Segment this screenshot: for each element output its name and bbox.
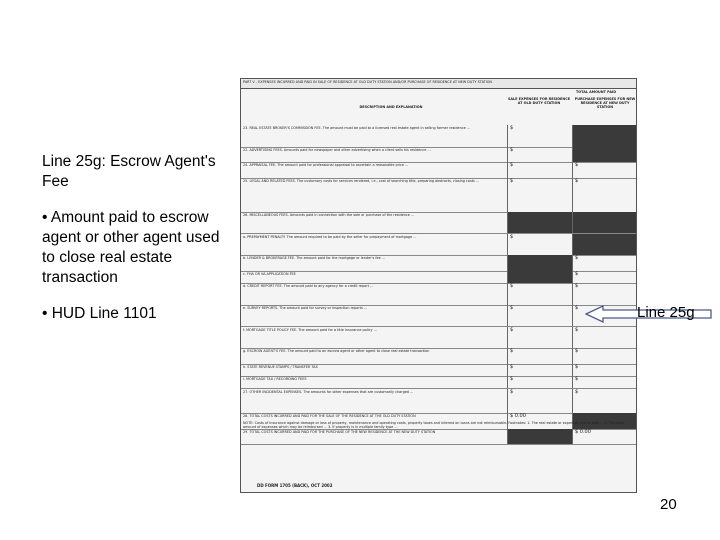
amount-value: $ bbox=[510, 125, 514, 131]
form-row-text: 22. ADVERTISING FEES. Amounts paid for newspaper and other advertising when a client sells his residence ... bbox=[243, 147, 431, 152]
purchase-amount-cell bbox=[572, 389, 637, 414]
form-row-text: a. PREPAYMENT PENALTY. The amount required to be paid by the seller for prepayment of mortgage ... bbox=[243, 234, 417, 239]
form-image bbox=[240, 78, 637, 493]
sale-amount-cell bbox=[507, 234, 572, 256]
purchase-amount-cell bbox=[572, 125, 637, 147]
amount-value: $ bbox=[575, 304, 579, 311]
purchase-amount-cell bbox=[572, 271, 637, 283]
amount-value: $ bbox=[510, 376, 514, 383]
amount-value: $ bbox=[575, 255, 579, 262]
purchase-amount-cell bbox=[572, 429, 637, 445]
sale-amount-cell bbox=[507, 348, 572, 364]
amount-value: $ bbox=[575, 326, 579, 333]
bullet-escrow-definition: • Amount paid to escrow agent or other agent used to close real estate transaction bbox=[42, 209, 220, 286]
form-row-text: 27. OTHER INCIDENTAL EXPENSES. The amounts for other expenses that are customarily charged ... bbox=[243, 389, 414, 394]
amount-value: $ bbox=[510, 326, 514, 333]
purchase-amount-cell bbox=[572, 162, 637, 178]
sale-amount-cell bbox=[507, 327, 572, 349]
amount-value: $ 0.00 bbox=[575, 428, 591, 435]
form-row-text: f. MORTGAGE TITLE POLICY FEE. The amount paid for a title insurance policy ... bbox=[243, 327, 377, 332]
form-row bbox=[241, 125, 636, 148]
sale-amount-cell bbox=[507, 389, 572, 414]
purchase-amount-cell bbox=[572, 348, 637, 364]
amount-value: $ 0.00 bbox=[510, 413, 526, 420]
sale-amount-cell bbox=[507, 162, 572, 178]
purchase-amount-cell bbox=[572, 178, 637, 212]
amount-value: $ bbox=[510, 363, 514, 370]
amount-value: $ bbox=[575, 283, 579, 290]
sale-amount-cell bbox=[507, 178, 572, 212]
sale-amount-cell bbox=[507, 376, 572, 388]
amount-value: $ bbox=[575, 388, 579, 395]
sale-amount-cell bbox=[507, 305, 572, 327]
purchase-amount-cell bbox=[572, 212, 637, 234]
form-row-text: 28. TOTAL COSTS INCURRED AND PAID FOR THE SALE OF THE RESIDENCE AT THE OLD DUTY STATION bbox=[243, 414, 416, 419]
page-number: 20 bbox=[660, 496, 677, 513]
sale-amount-cell bbox=[507, 125, 572, 147]
form-row bbox=[241, 162, 636, 179]
form-row bbox=[241, 271, 636, 284]
form-row-text: b. LENDER & BROKERAGE FEE. The amount paid for the mortgage or lender's fee ... bbox=[243, 256, 386, 261]
sale-amount-cell bbox=[507, 271, 572, 283]
form-row bbox=[241, 178, 636, 213]
slide-heading: Line 25g: Escrow Agent's Fee bbox=[42, 153, 216, 190]
amount-value: $ bbox=[510, 162, 514, 169]
form-row-text: 25. LEGAL AND RELATED FEES. The customary costs for services rendered, i.e., cost of searching title, preparing abstracts, closing costs ... bbox=[243, 178, 480, 183]
amount-value: $ bbox=[510, 348, 514, 355]
amount-value: $ bbox=[510, 304, 514, 311]
amount-value: $ bbox=[575, 177, 579, 184]
sale-amount-cell bbox=[507, 364, 572, 376]
form-row bbox=[241, 389, 636, 415]
form-row-text: d. CREDIT REPORT FEE. The amount paid to any agency for a credit report ... bbox=[243, 284, 374, 289]
amount-value: $ bbox=[575, 162, 579, 169]
sale-amount-cell bbox=[507, 255, 572, 271]
amount-value: $ bbox=[575, 348, 579, 355]
form-footnote: NOTE: Costs of insurance against damage or loss of property, maintenance and operating costs, property taxes and interest on loans are not reimbursable. Footnotes: 1. The real estate or expenses will be paid ... 2. The total amount of expenses which may be reimbursed ... 3. If property is in multiple family type ... bbox=[243, 421, 625, 429]
form-row bbox=[241, 283, 636, 306]
form-row-text: g. ESCROW AGENT'S FEE. The amount paid to an escrow agent or other agent to close real estate transaction bbox=[243, 349, 430, 354]
purchase-amount-cell bbox=[572, 255, 637, 271]
form-row bbox=[241, 327, 636, 350]
purchase-amount-cell bbox=[572, 147, 637, 163]
form-id: DD FORM 1705 (BACK), OCT 2002 bbox=[257, 483, 333, 488]
sale-amount-cell bbox=[507, 212, 572, 234]
form-header: PART V - EXPENSES INCURRED AND PAID IN SALE OF RESIDENCE AT OLD DUTY STATION AND/OR PURCHASE OF RESIDENCE AT NEW DUTY STATION bbox=[241, 79, 636, 89]
form-row-text: c. FHA OR VA APPLICATION FEE bbox=[243, 271, 296, 276]
form-row-text: 26. MISCELLANEOUS FEES. Amounts paid in connection with the sale or purchase of the residence ... bbox=[243, 212, 415, 217]
purchase-amount-cell bbox=[572, 327, 637, 349]
amount-value: $ bbox=[575, 363, 579, 370]
amount-value: $ bbox=[510, 388, 514, 395]
form-col-purchase: PURCHASE EXPENSES FOR NEW RESIDENCE AT NEW DUTY STATION bbox=[574, 97, 636, 109]
form-row-text: h. STATE REVENUE STAMPS / TRANSFER TAX bbox=[243, 364, 318, 369]
bullet-hud-line: • HUD Line 1101 bbox=[42, 305, 157, 322]
form-total-label: TOTAL AMOUNT PAID bbox=[575, 90, 617, 94]
form-row bbox=[241, 255, 636, 272]
form-row-text: e. SURVEY REPORTS. The amount paid for survey or inspection reports ... bbox=[243, 305, 368, 310]
amount-value: $ bbox=[510, 283, 514, 290]
sale-amount-cell bbox=[507, 283, 572, 305]
form-row bbox=[241, 305, 636, 328]
form-row bbox=[241, 234, 636, 257]
amount-value: $ bbox=[510, 146, 514, 153]
form-row-text: 29. TOTAL COSTS INCURRED AND PAID FOR THE PURCHASE OF THE NEW RESIDENCE AT THE NEW DUTY STATION bbox=[243, 429, 436, 434]
callout-label: Line 25g bbox=[637, 304, 695, 321]
form-row bbox=[241, 212, 636, 235]
form-row-text: i. MORTGAGE TAX / RECORDING FEES bbox=[243, 377, 307, 382]
bullet-text bbox=[42, 152, 232, 340]
form-row bbox=[241, 348, 636, 365]
form-row bbox=[241, 147, 636, 164]
purchase-amount-cell bbox=[572, 234, 637, 256]
form-col-sale: SALE EXPENSES FOR RESIDENCE AT OLD DUTY STATION bbox=[507, 97, 571, 105]
amount-value: $ bbox=[575, 376, 579, 383]
form-row-text: 23. REAL ESTATE BROKER'S COMMISSION FEE. The amount must be paid to a licensed real estate agent in selling former residence ... bbox=[243, 126, 470, 130]
amount-value: $ bbox=[575, 270, 579, 277]
sale-amount-cell bbox=[507, 147, 572, 163]
form-row bbox=[241, 429, 636, 446]
amount-value: $ bbox=[510, 177, 514, 184]
sale-amount-cell bbox=[507, 429, 572, 445]
form-row-text: 24. APPRAISAL FEE. The amount paid for professional appraisal to ascertain a reasonable price ... bbox=[243, 163, 409, 168]
form-col-description: DESCRIPTION AND EXPLANATION bbox=[359, 105, 423, 109]
amount-value: $ bbox=[510, 233, 514, 240]
form-row bbox=[241, 364, 636, 377]
purchase-amount-cell bbox=[572, 376, 637, 388]
purchase-amount-cell bbox=[572, 364, 637, 376]
form-row bbox=[241, 376, 636, 389]
